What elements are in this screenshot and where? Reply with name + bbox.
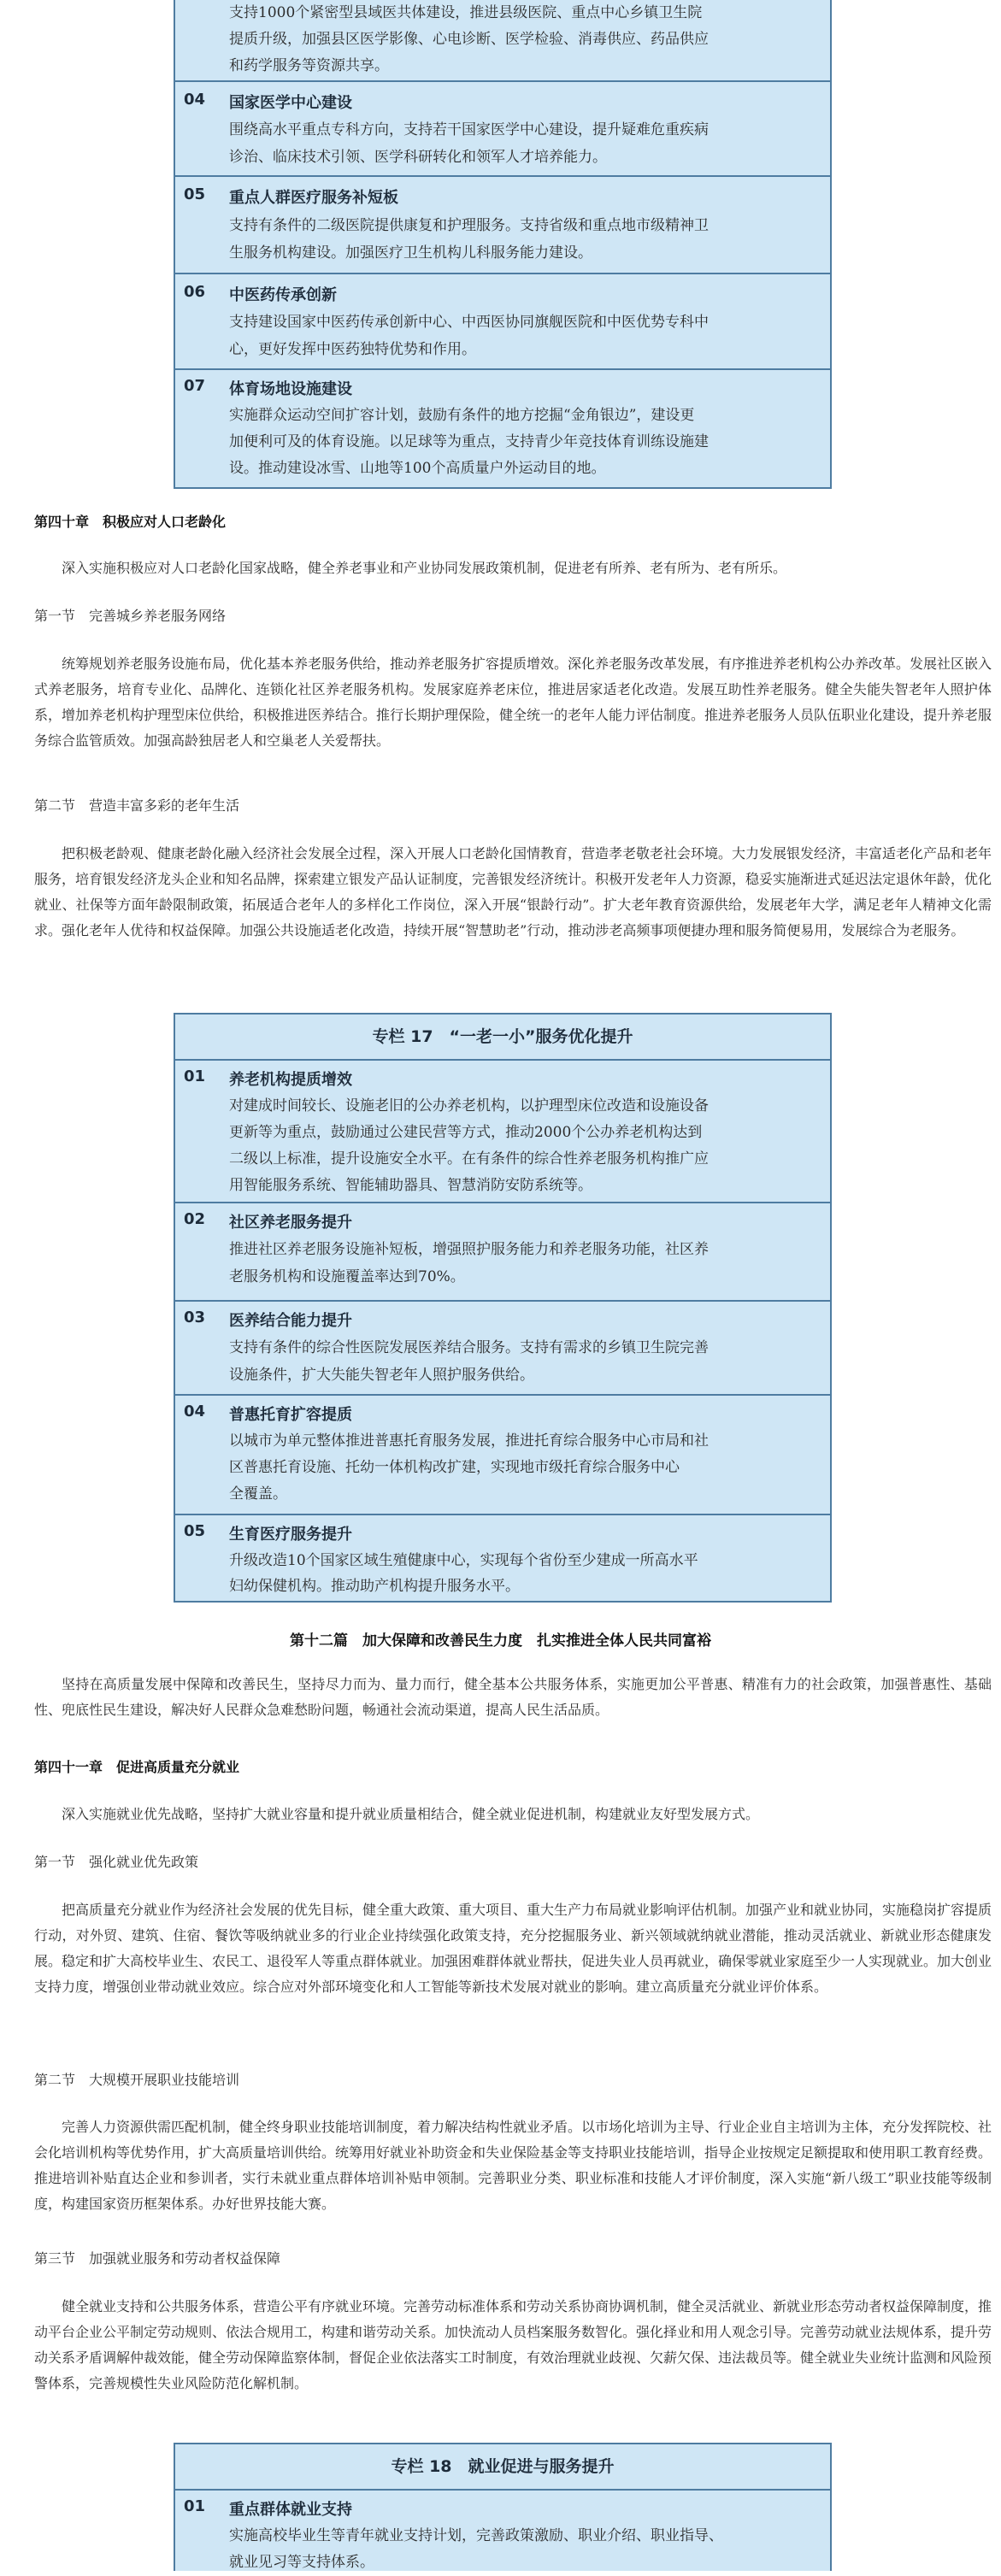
chapter-41-intro: 深入实施就业优先战略，坚持扩大就业容量和提升就业质量相结合，健全就业促进机制，构建就业友好型发展方式。 bbox=[62, 1806, 760, 1822]
body-line: 用智能服务系统、智能辅助器具、智慧消防安防系统等。 bbox=[229, 1177, 592, 1194]
section-text: 完善人力资源供需匹配机制，健全终身职业技能培训制度，着力解决结构性就业矛盾。以市场化培训为主导、行业企业自主培训为主体，充分发挥院校、社会化培训机构等优势作用，扩大高质量培训供给。统筹用好就业补助资金和失业保险基金等支持职业技能培训，指导企业按规定足额提取和使用职工教育经费。推进培训补贴直达企业和参训者，实行未就业重点群体培训补贴申领制。完善职业分类、职业标准和技能人才评价制度，深入实施“新八级工”职业技能等级制度，构建国家资历框架体系。办好世界技能大赛。 bbox=[34, 2119, 992, 2212]
body-line: 支持有条件的二级医院提供康复和护理服务。支持省级和重点地市级精神卫 bbox=[229, 217, 709, 234]
item-body bbox=[229, 403, 821, 482]
box-item bbox=[175, 177, 830, 274]
item-number: 05 bbox=[184, 1522, 206, 1540]
item-number: 05 bbox=[184, 185, 206, 203]
box-item bbox=[175, 1302, 830, 1396]
item-number: 07 bbox=[184, 377, 206, 395]
item-heading: 普惠托育扩容提质 bbox=[229, 1406, 352, 1424]
box-item bbox=[175, 0, 830, 82]
body-line: 和药学服务等资源共享。 bbox=[229, 57, 389, 74]
body-line: 就业见习等支持体系。 bbox=[229, 2554, 374, 2571]
body-line: 生服务机构建设。加强医疗卫生机构儿科服务能力建设。 bbox=[229, 244, 592, 262]
body-line: 实施高校毕业生等青年就业支持计划，完善政策激励、职业介绍、职业指导、 bbox=[229, 2527, 723, 2544]
box-title: 专栏 17 “一老一小”服务优化提升 bbox=[175, 1015, 830, 1061]
item-number: 01 bbox=[184, 2497, 206, 2515]
item-body bbox=[229, 1334, 821, 1389]
body-line: 老服务机构和设施覆盖率达到70%。 bbox=[229, 1268, 465, 1285]
item-body bbox=[229, 212, 821, 267]
box-18 bbox=[174, 2443, 832, 2571]
item-heading: 医养结合能力提升 bbox=[229, 1312, 352, 1330]
item-number: 04 bbox=[184, 91, 206, 109]
item-heading: 重点群体就业支持 bbox=[229, 2501, 352, 2519]
body-line: 对建成时间较长、设施老旧的公办养老机构，以护理型床位改造和设施设备 bbox=[229, 1097, 709, 1115]
part-12-title: 第十二篇 加大保障和改善民生力度 扎实推进全体人民共同富裕 bbox=[290, 1632, 711, 1650]
box-item bbox=[175, 1061, 830, 1203]
body-line: 设。推动建设冰雪、山地等100个高质量户外运动目的地。 bbox=[229, 460, 606, 477]
chapter-41-title: 第四十一章 促进高质量充分就业 bbox=[34, 1759, 240, 1775]
section-title: 第三节 加强就业服务和劳动者权益保障 bbox=[34, 2250, 281, 2267]
item-heading: 国家医学中心建设 bbox=[229, 94, 352, 112]
body-line: 区普惠托育设施、托幼一体机构改扩建，实现地市级托育综合服务中心 bbox=[229, 1459, 680, 1476]
section-text: 把高质量充分就业作为经济社会发展的优先目标，健全重大政策、重大项目、重大生产力布局就业影响评估机制。加强产业和就业协同，实施稳岗扩容提质行动，对外贸、建筑、住宿、餐饮等吸纳就业多的行业企业持续强化政策支持，充分挖掘服务业、新兴领域就纳就业潜能，推动灵活就业、新就业形态健康发展。稳定和扩大高校毕业生、农民工、退役军人等重点群体就业。加强困难群体就业帮扶，促进失业人员再就业，确保零就业家庭至少一人实现就业。加大创业支持力度，增强创业带动就业效应。综合应对外部环境变化和人工智能等新技术发展对就业的影响。建立高质量充分就业评价体系。 bbox=[34, 1902, 992, 1995]
box-item bbox=[175, 82, 830, 177]
body-line: 实施群众运动空间扩容计划，鼓励有条件的地方挖掘“金角银边”，建设更 bbox=[229, 407, 695, 424]
item-heading: 中医药传承创新 bbox=[229, 286, 337, 304]
item-number: 03 bbox=[184, 1309, 206, 1326]
body-line: 以城市为单元整体推进普惠托育服务发展，推进托育综合服务中心市局和社 bbox=[229, 1432, 709, 1450]
box-item bbox=[175, 1515, 830, 1603]
item-body bbox=[229, 309, 821, 363]
item-number: 06 bbox=[184, 283, 206, 301]
box-item bbox=[175, 274, 830, 370]
box-17 bbox=[174, 1013, 832, 1603]
body-line: 提质升级，加强县区医学影像、心电诊断、医学检验、消毒供应、药品供应 bbox=[229, 31, 709, 48]
box-item bbox=[175, 370, 830, 485]
chapter-40-intro: 深入实施积极应对人口老龄化国家战略，健全养老事业和产业协同发展政策机制，促进老有所养、老有所为、老有所乐。 bbox=[62, 560, 787, 576]
item-number: 02 bbox=[184, 1210, 206, 1228]
section-title: 第一节 完善城乡养老服务网络 bbox=[34, 608, 227, 624]
body-line: 更新等为重点，鼓励通过公建民营等方式，推动2000个公办养老机构达到 bbox=[229, 1124, 703, 1141]
item-body bbox=[229, 1548, 821, 1599]
body-line: 诊治、临床技术引领、医学科研转化和领军人才培养能力。 bbox=[229, 149, 607, 166]
chapter-40-title: 第四十章 积极应对人口老龄化 bbox=[34, 514, 227, 530]
body-line: 妇幼保健机构。推动助产机构提升服务水平。 bbox=[229, 1578, 520, 1595]
item-heading: 社区养老服务提升 bbox=[229, 1214, 352, 1232]
item-number: 01 bbox=[184, 1067, 206, 1085]
section-text: 把积极老龄观、健康老龄化融入经济社会发展全过程，深入开展人口老龄化国情教育，营造孝老敬老社会环境。大力发展银发经济，丰富适老化产品和老年服务，培育银发经济龙头企业和知名品牌，探索建立银发产品认证制度，完善银发经济统计。积极开发老年人力资源，稳妥实施渐进式延迟法定退休年龄，优化就业、社保等方面年龄限制政策，拓展适合老年人的多样化工作岗位，深入开展“银龄行动”。扩大老年教育资源供给，发展老年大学，满足老年人精神文化需求。强化老年人优待和权益保障。加强公共设施适老化改造，持续开展“智慧助老”行动，推动涉老高频事项便捷办理和服务简便易用，发展综合为老服务。 bbox=[34, 845, 992, 938]
item-body bbox=[229, 116, 821, 171]
box-title: 专栏 18 就业促进与服务提升 bbox=[175, 2444, 830, 2491]
body-line: 升级改造10个国家区域生殖健康中心，实现每个省份至少建成一所高水平 bbox=[229, 1552, 698, 1569]
body-line: 心，更好发挥中医药独特优势和作用。 bbox=[229, 341, 476, 358]
body-line: 加便利可及的体育设施。以足球等为重点，支持青少年竞技体育训练设施建 bbox=[229, 433, 709, 450]
body-line: 设施条件，扩大失能失智老年人照护服务供给。 bbox=[229, 1367, 534, 1384]
section-title: 第二节 大规模开展职业技能培训 bbox=[34, 2072, 240, 2088]
box-item bbox=[175, 1203, 830, 1302]
body-line: 围绕高水平重点专科方向，支持若干国家医学中心建设，提升疑难危重疾病 bbox=[229, 121, 709, 138]
section-title: 第一节 强化就业优先政策 bbox=[34, 1854, 199, 1870]
item-heading: 生育医疗服务提升 bbox=[229, 1526, 352, 1544]
section-text: 健全就业支持和公共服务体系，营造公平有序就业环境。完善劳动标准体系和劳动关系协商协调机制，健全灵活就业、新就业形态劳动者权益保障制度，推动平台企业公平制定劳动规则、依法合规用工，构建和谐劳动关系。加快流动人员档案服务数智化。强化择业和用人观念引导。完善劳动就业法规体系，提升劳动关系矛盾调解仲裁效能，健全劳动保障监察体制，督促企业依法落实工时制度，有效治理就业歧视、欠薪欠保、违法裁员等。健全就业失业统计监测和风险预警体系，完善规模性失业风险防范化解机制。 bbox=[34, 2298, 992, 2391]
box-health-continued bbox=[174, 0, 832, 489]
section-title: 第二节 营造丰富多彩的老年生活 bbox=[34, 797, 240, 814]
box-item bbox=[175, 2491, 830, 2573]
item-body bbox=[229, 1236, 821, 1291]
body-line: 二级以上标准，提升设施安全水平。在有条件的综合性养老服务机构推广应 bbox=[229, 1150, 709, 1167]
item-heading: 体育场地设施建设 bbox=[229, 380, 352, 398]
item-body bbox=[229, 0, 821, 79]
section-text: 统筹规划养老服务设施布局，优化基本养老服务供给，推动养老服务扩容提质增效。深化养老服务改革发展，有序推进养老机构公办养改革。发展社区嵌入式养老服务，培育专业化、品牌化、连锁化社区养老服务机构。发展家庭养老床位，推进居家适老化改造。发展互助性养老服务。健全失能失智老年人照护体系，增加养老机构护理型床位供给，积极推进医养结合。推行长期护理保险，健全统一的老年人能力评估制度。推进养老服务人员队伍职业化建设，提升养老服务综合监管质效。加强高龄独居老人和空巢老人关爱帮扶。 bbox=[34, 656, 992, 749]
item-number: 04 bbox=[184, 1403, 206, 1420]
item-heading: 养老机构提质增效 bbox=[229, 1071, 352, 1089]
body-line: 支持1000个紧密型县域医共体建设，推进县级医院、重点中心乡镇卫生院 bbox=[229, 4, 703, 21]
item-heading: 重点人群医疗服务补短板 bbox=[229, 189, 398, 207]
body-line: 支持有条件的综合性医院发展医养结合服务。支持有需求的乡镇卫生院完善 bbox=[229, 1339, 709, 1356]
body-line: 支持建设国家中医药传承创新中心、中西医协同旗舰医院和中医优势专科中 bbox=[229, 314, 709, 331]
item-body bbox=[229, 1428, 821, 1508]
box-item bbox=[175, 1396, 830, 1515]
body-line: 推进社区养老服务设施补短板，增强照护服务能力和养老服务功能，社区养 bbox=[229, 1241, 709, 1258]
item-body bbox=[229, 1093, 821, 1199]
part-12-intro: 坚持在高质量发展中保障和改善民生，坚持尽力而为、量力而行，健全基本公共服务体系，实施更加公平普惠、精准有力的社会政策，加强普惠性、基础性、兜底性民生建设，解决好人民群众急难愁盼问题，畅通社会流动渠道，提高人民生活品质。 bbox=[34, 1676, 992, 1718]
body-line: 全覆盖。 bbox=[229, 1485, 287, 1503]
